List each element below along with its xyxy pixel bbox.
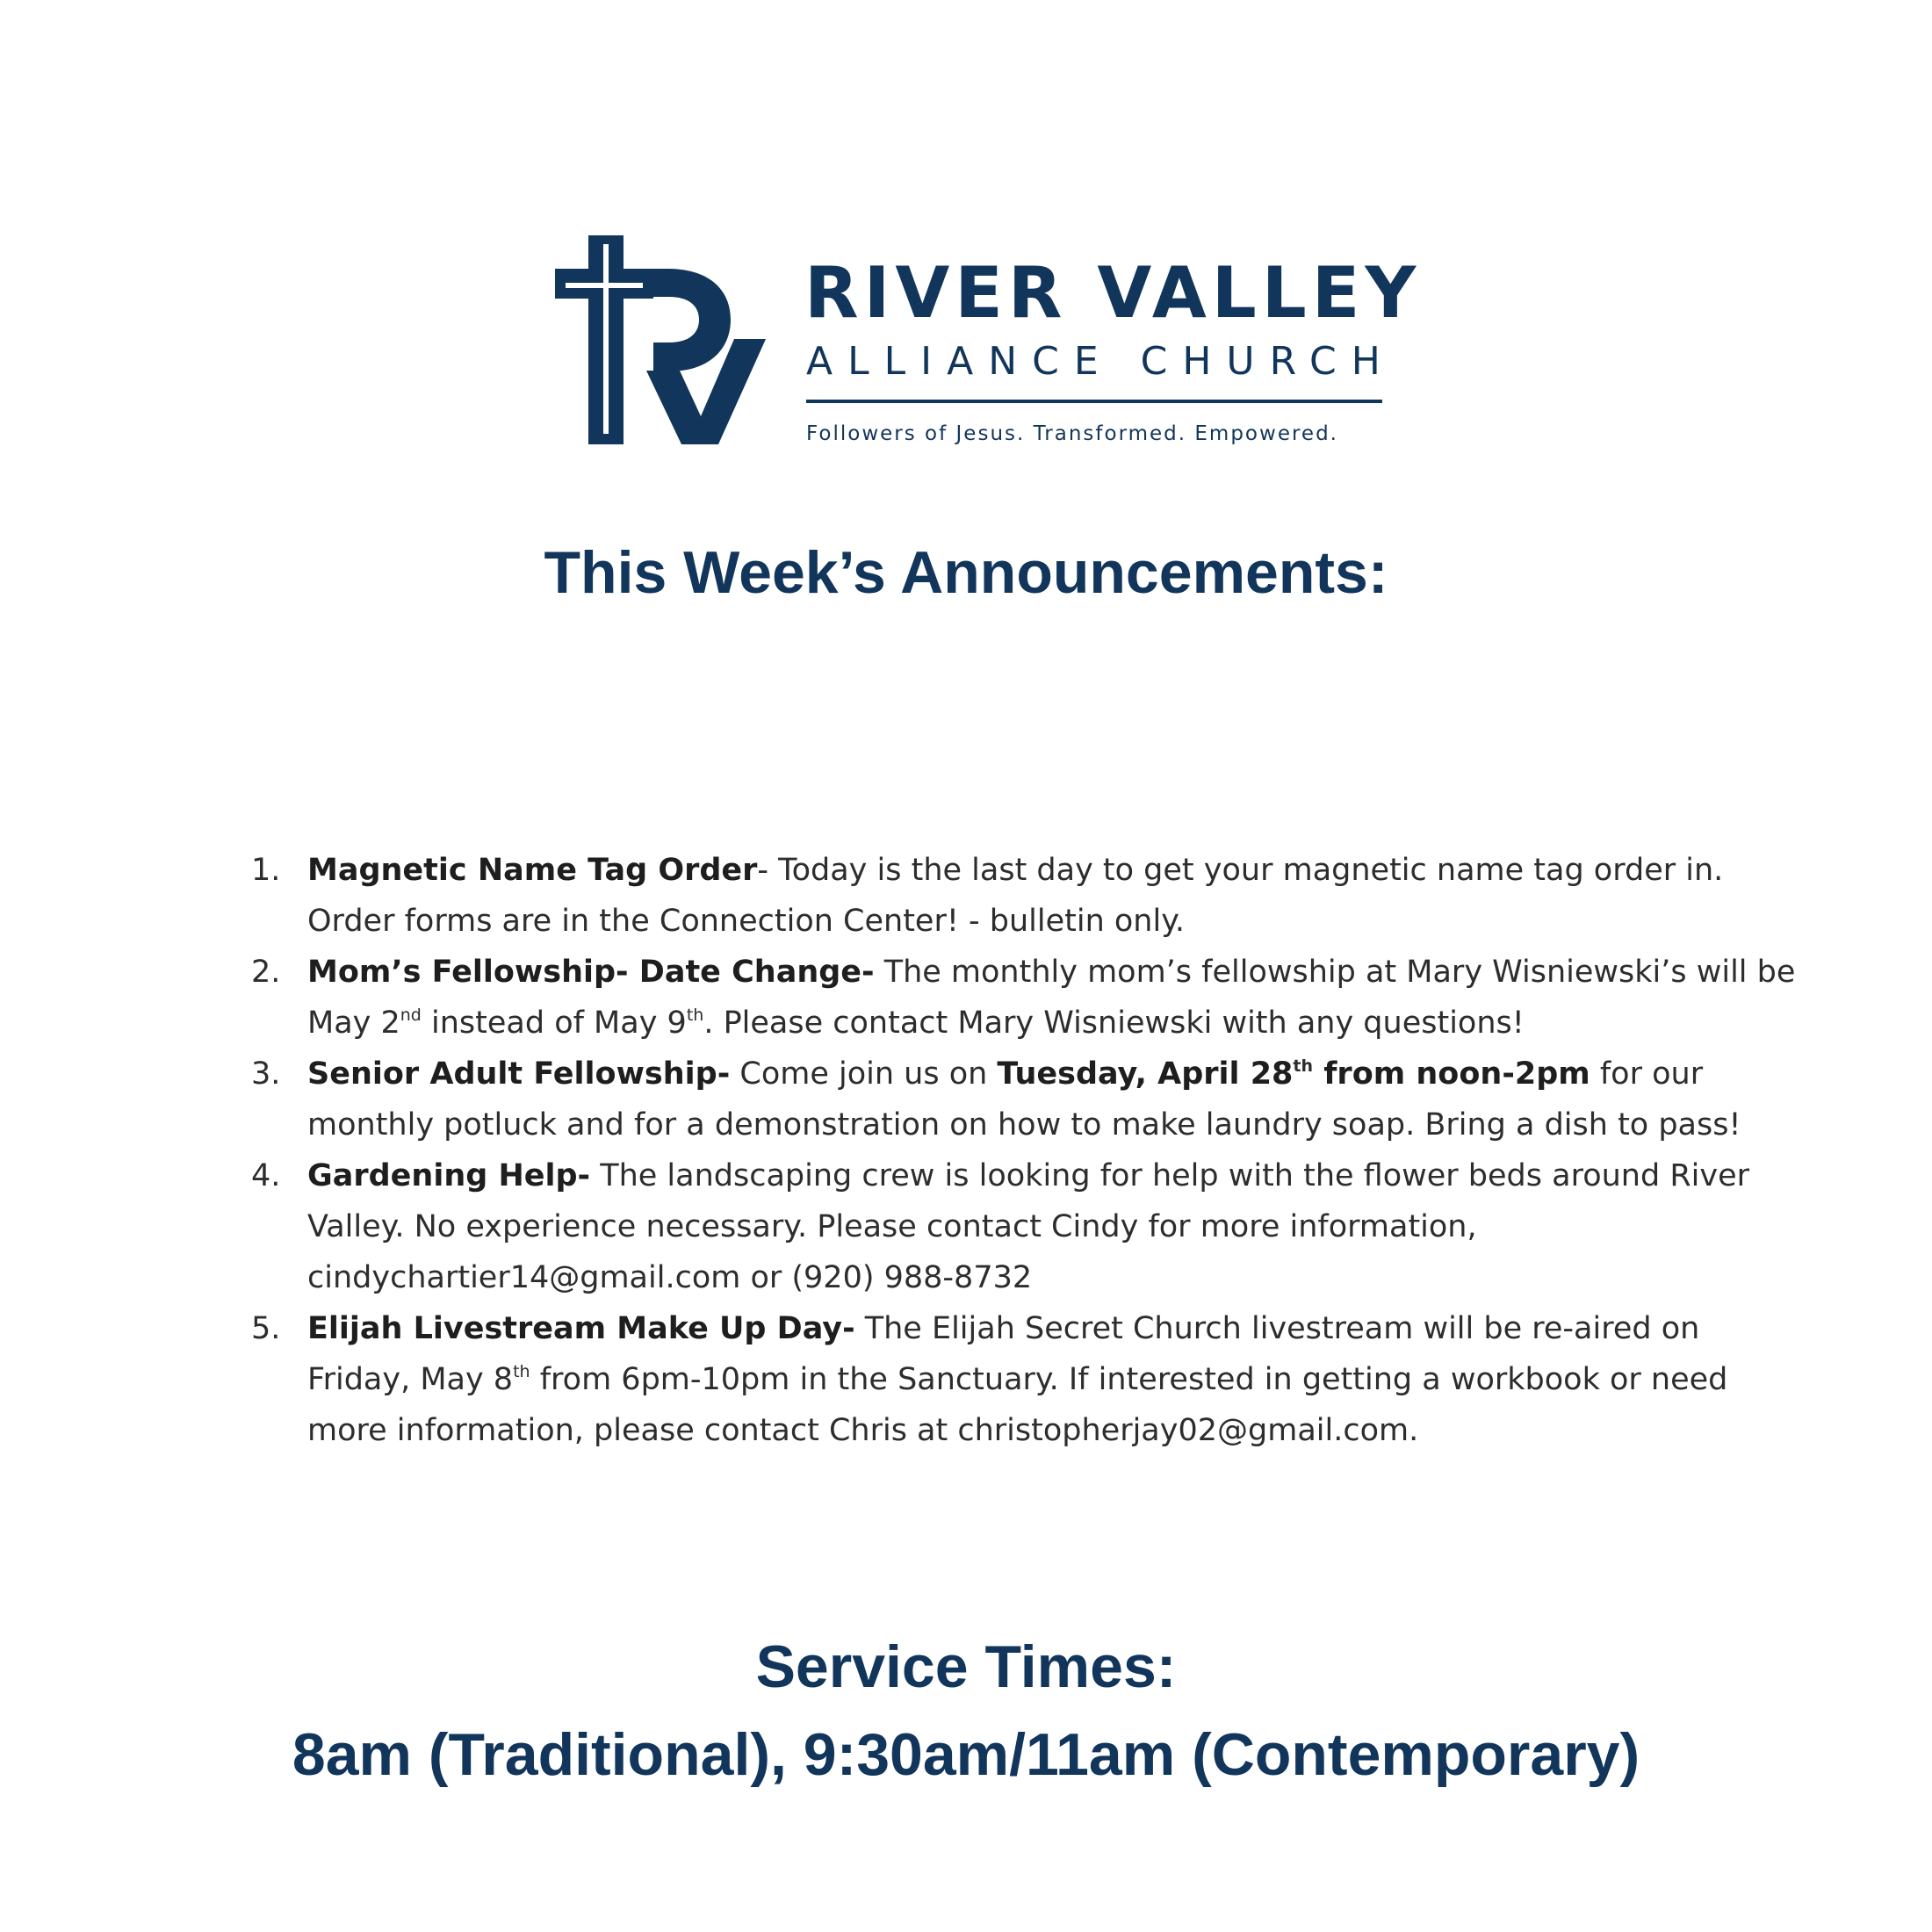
list-item-senior-adult-fellowship [251, 1049, 1797, 1150]
announcement-title: Mom’s Fellowship- Date Change- [307, 955, 875, 990]
announcement-text: Come join us on [730, 1056, 998, 1092]
church-logo [555, 235, 1422, 455]
announcement-text: The landscaping crew is looking for help with the flower beds around River Valley. No experience necessary. Please contact Cindy for more information, cindychartier14@gmail.com or (920) 988-8732 [307, 1158, 1749, 1295]
ordinal-suffix: th [686, 1006, 704, 1025]
announcement-text: instead of May 9 [421, 1006, 687, 1041]
announcement-text: - Today is the last day to get your magnetic name tag order in. Order forms are in the Connection Center! - bulletin only. [307, 853, 1724, 939]
announcement-text: from 6pm-10pm in the Sanctuary. If interested in getting a workbook or need more information, please contact Chris at christopherjay02@gmail.com. [307, 1362, 1728, 1448]
ordinal-suffix: th [513, 1362, 530, 1381]
announcement-title: Elijah Livestream Make Up Day- [307, 1311, 855, 1346]
announcement-title: Senior Adult Fellowship- [307, 1056, 731, 1092]
list-number: 4. [251, 1158, 281, 1193]
announcements-list [251, 845, 1797, 1456]
announcement-title: Magnetic Name Tag Order [307, 853, 758, 888]
logo-church-subtitle: ALLIANCE CHURCH [806, 339, 1395, 384]
logo-tagline: Followers of Jesus. Transformed. Empowered. [806, 422, 1338, 445]
list-item-name-tag-order [251, 845, 1797, 947]
logo-church-name: RIVER VALLEY [804, 252, 1422, 334]
logo-r-bowl-shape [653, 269, 731, 371]
announcement-title: Gardening Help- [307, 1158, 591, 1193]
logo-divider [806, 400, 1382, 403]
list-number: 2. [251, 955, 281, 990]
announcement-text: for our monthly potluck and for a demonstration on how to make laundry soap. Bring a dish to pass! [307, 1056, 1741, 1143]
list-number: 3. [251, 1056, 281, 1092]
list-number: 1. [251, 853, 281, 888]
service-times-text: 8am (Traditional), 9:30am/11am (Contemporary) [292, 1721, 1640, 1788]
event-date: Tuesday, April 28 [997, 1056, 1294, 1092]
announcements-heading: This Week’s Announcements: [544, 539, 1388, 606]
cross-r-v-logo-icon [555, 235, 766, 446]
service-times-heading: Service Times: [755, 1633, 1177, 1700]
ordinal-suffix: nd [400, 1006, 422, 1025]
list-item-elijah-livestream [251, 1303, 1797, 1456]
ordinal-suffix: th [1293, 1056, 1314, 1076]
event-time: from noon-2pm [1313, 1056, 1590, 1092]
announcement-text: The monthly mom’s fellowship at Mary Wisniewski’s will be May 2 [307, 955, 1796, 1041]
list-item-moms-fellowship [251, 947, 1797, 1049]
announcement-text: . Please contact Mary Wisniewski with any questions! [703, 1006, 1525, 1041]
list-number: 5. [251, 1311, 281, 1346]
list-item-gardening-help [251, 1150, 1797, 1303]
announcement-text: The Elijah Secret Church livestream will be re-aired on Friday, May 8 [307, 1311, 1700, 1397]
